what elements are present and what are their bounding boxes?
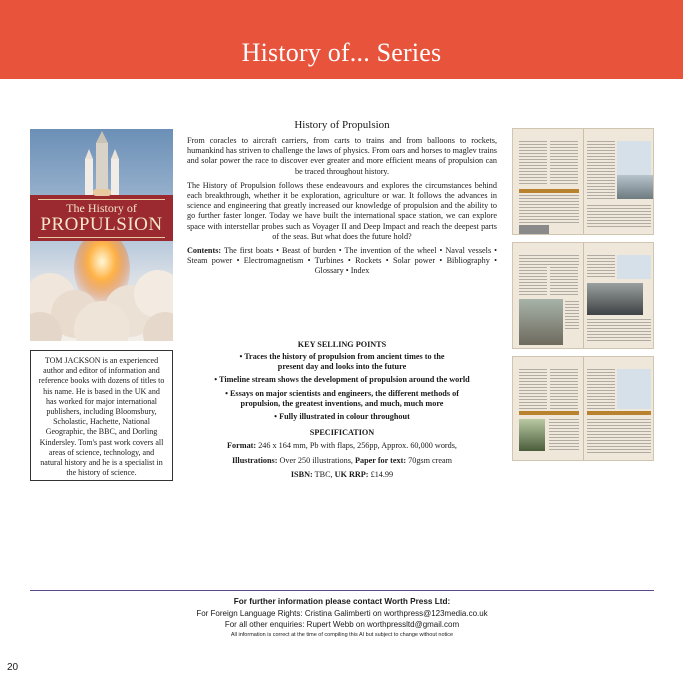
description-paragraph-2: The History of Propulsion follows these endeavours and explores the circumstances behind each breakthrough, whether it be exploration, agriculture or war. It follows the advances in science and engineering that greatly increased our knowledge of propulsion and the ability to go further faster longer. Today we have built the international space station, we can explore space with interstellar probes such as Voyager II and Deep Impact and reach the deepest parts of the seas. But what does the future hold? [187, 180, 497, 241]
contents-paragraph [187, 246, 497, 277]
sample-spread-1 [512, 128, 654, 235]
author-bio-box [30, 350, 173, 481]
footer-contact-heading: For further information please contact Worth Press Ltd: [233, 597, 451, 606]
ship-illustration [617, 175, 653, 199]
page-number: 20 [7, 662, 19, 673]
contents-list: The first boats • Beast of burden • The invention of the wheel • Naval vessels • Steam power • Electromagnetism • Turbines • Rockets • Solar power • Bibliography • Glossary • Index [187, 246, 497, 276]
selling-point: • Fully illustrated in colour throughout [274, 412, 410, 422]
engine-illustration [587, 283, 643, 315]
spec-format-value: 246 x 164 mm, Pb with flaps, 256pp, Approx. 60,000 words, [258, 441, 457, 451]
book-title: History of Propulsion [294, 119, 390, 131]
spec-paper-label: Paper for text: [355, 455, 407, 465]
footer-divider [30, 590, 654, 591]
spec-isbn-value: TBC, [314, 470, 333, 480]
cover-title: PROPULSION [40, 214, 163, 235]
selling-point: • Timeline stream shows the development of propulsion around the world [214, 375, 470, 385]
spec-illustrations-value: Over 250 illustrations, [279, 455, 353, 465]
cover-subtitle: The History of [66, 201, 137, 215]
sample-spread-2 [512, 242, 654, 349]
spec-rrp-value: £14.99 [370, 470, 394, 480]
footer-disclaimer: All information is correct at the time of compiling this AI but subject to change without notice [230, 632, 454, 638]
page-title: History of... Series [241, 38, 442, 67]
author-bio: TOM JACKSON is an experienced author and editor of information and reference books with dozens of titles to his name. He is based in the UK and has worked for major international publishers, including Bloomsbury, Scholastic, Hachette, National Geographic, the BBC, and Dorling Kindersley. Tom's past work covers all areas of science, technology, and natural history and he is a specialist in the history of science. [38, 356, 165, 478]
book-cover [30, 129, 173, 341]
spec-illustrations-label: Illustrations: [231, 455, 278, 465]
header-banner [0, 0, 683, 79]
selling-point: • Essays on major scientists and engineers, the different methods of propulsion, the greatest inventions, and much, much more [225, 388, 459, 408]
footer [30, 597, 654, 638]
description-paragraph-1: From coracles to aircraft carriers, from carts to trains and from balloons to rockets, humankind has striven to challenge the laws of physics. From oars and horses to maglev trains and solar power the race to discover ever greater and more efficient means of propulsion can be traced throughout history. [187, 136, 497, 176]
cover-rule-top [38, 199, 165, 200]
spec-format [187, 441, 497, 452]
footer-other-enquiries: For all other enquiries: Rupert Webb on worthpressltd@gmail.com [224, 620, 460, 629]
spec-rrp-label: UK RRP: [334, 470, 369, 480]
book-description [187, 119, 497, 281]
publisher-logo [93, 189, 111, 196]
tractor-illustration [519, 419, 545, 451]
spec-illustrations [187, 456, 497, 467]
spec-paper-value: 70gsm cream [408, 455, 453, 465]
selling-points-section [187, 340, 497, 485]
footer-foreign-rights: For Foreign Language Rights: Cristina Galimberti on worthpress@123media.co.uk [196, 609, 488, 618]
cover-rule-bottom [38, 237, 165, 238]
selling-point: • Traces the history of propulsion from ancient times to the present day and looks into the future [239, 352, 445, 372]
contents-label: Contents: [187, 246, 222, 256]
spec-isbn [187, 470, 497, 481]
selling-points-heading: KEY SELLING POINTS [297, 340, 387, 349]
spec-format-label: Format: [227, 441, 257, 451]
specification-heading: SPECIFICATION [309, 428, 375, 438]
painting-illustration [519, 299, 563, 345]
spec-isbn-label: ISBN: [290, 470, 313, 480]
sample-spread-3 [512, 356, 654, 461]
